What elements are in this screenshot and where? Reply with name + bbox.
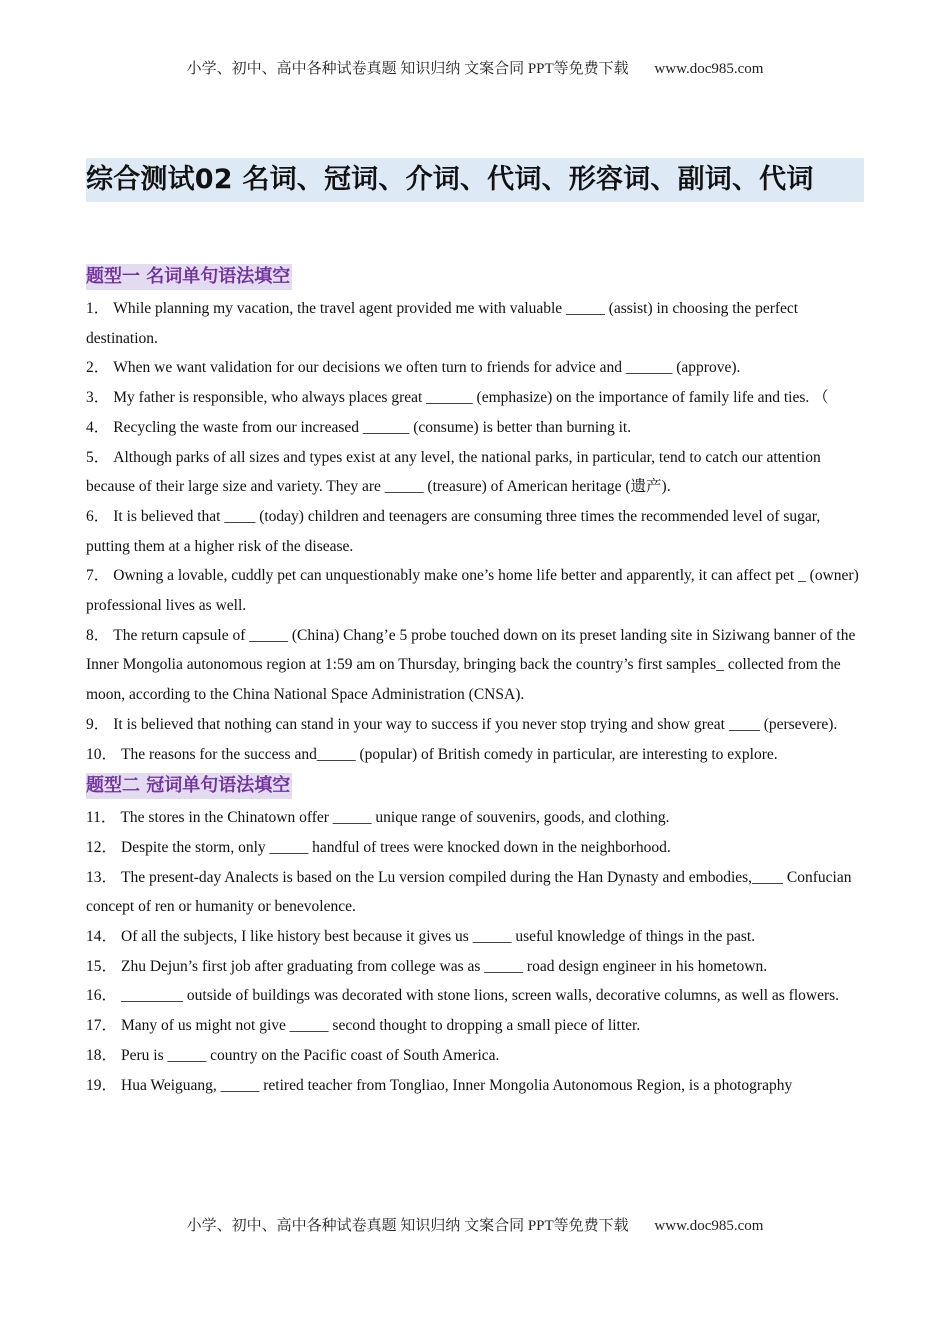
footer-site: www.doc985.com xyxy=(654,1218,764,1234)
question-number: 19． xyxy=(86,1076,118,1094)
question-item xyxy=(86,353,864,383)
question-text: It is believed that nothing can stand in your way to success if you never stop trying and show great ____ (persevere). xyxy=(113,715,838,733)
question-item xyxy=(86,443,864,502)
question-number: 15． xyxy=(86,957,118,975)
question-item xyxy=(86,863,864,922)
question-text: My father is responsible, who always places great ______ (emphasize) on the importance of family life and ties. （ xyxy=(113,389,829,407)
question-text: Hua Weiguang, _____ retired teacher from Tongliao, Inner Mongolia Autonomous Region, is a photography xyxy=(121,1076,793,1094)
question-item xyxy=(86,833,864,863)
question-text: It is believed that ____ (today) children and teenagers are consuming three times the recommended level of sugar, putting them at a higher risk of the disease. xyxy=(86,507,821,555)
question-text: Peru is _____ country on the Pacific coast of South America. xyxy=(121,1046,500,1064)
section-heading: 题型二 冠词单句语法填空 xyxy=(86,773,292,799)
question-number: 18． xyxy=(86,1046,118,1064)
question-item xyxy=(86,383,864,413)
section-2 xyxy=(86,771,864,1100)
question-number: 7． xyxy=(86,567,110,585)
question-item xyxy=(86,710,864,740)
question-item xyxy=(86,1011,864,1041)
section-heading: 题型一 名词单句语法填空 xyxy=(86,264,292,290)
question-text: Many of us might not give _____ second thought to dropping a small piece of litter. xyxy=(121,1017,641,1035)
question-number: 17． xyxy=(86,1017,118,1035)
question-text: The stores in the Chinatown offer _____ unique range of souvenirs, goods, and clothing. xyxy=(120,809,670,827)
question-number: 12． xyxy=(86,838,118,856)
question-number: 2． xyxy=(86,359,110,377)
question-number: 9． xyxy=(86,715,110,733)
document-title: 综合测试02 名词、冠词、介词、代词、形容词、副词、代词 xyxy=(86,158,864,202)
question-number: 4． xyxy=(86,418,110,436)
question-item xyxy=(86,952,864,982)
question-text: Although parks of all sizes and types exist at any level, the national parks, in particular, tend to catch our attention because of their large size and variety. They are _____ (treasure) of American heritage (遗产). xyxy=(86,448,821,496)
question-number: 5． xyxy=(86,448,110,466)
question-number: 8． xyxy=(86,626,110,644)
question-text: ________ outside of buildings was decorated with stone lions, screen walls, decorative columns, as well as flowers. xyxy=(121,987,840,1005)
question-text: Owning a lovable, cuddly pet can unquestionably make one’s home life better and apparently, it can affect pet _ (owner) professional lives as well. xyxy=(86,567,859,615)
header-text: 小学、初中、高中各种试卷真题 知识归纳 文案合同 PPT等免费下载 xyxy=(186,61,629,77)
footer-text: 小学、初中、高中各种试卷真题 知识归纳 文案合同 PPT等免费下载 xyxy=(186,1218,629,1234)
question-text: Zhu Dejun’s first job after graduating from college was as _____ road design engineer in his hometown. xyxy=(121,957,768,975)
header-site: www.doc985.com xyxy=(654,61,764,77)
question-text: When we want validation for our decisions we often turn to friends for advice and ______ (approve). xyxy=(113,359,741,377)
question-item xyxy=(86,981,864,1011)
question-content xyxy=(86,262,864,1102)
question-number: 16． xyxy=(86,987,118,1005)
page-header xyxy=(0,57,950,78)
question-text: The return capsule of _____ (China) Chang’e 5 probe touched down on its preset landing site in Siziwang banner of the Inner Mongolia autonomous region at 1:59 am on Thursday, bringing back the country’s first samples_ collected from the moon, according to the China National Space Administration (CNSA). xyxy=(86,626,856,704)
question-text: Of all the subjects, I like history best because it gives us _____ useful knowledge of things in the past. xyxy=(121,928,756,946)
question-text: Recycling the waste from our increased ______ (consume) is better than burning it. xyxy=(113,418,632,436)
question-number: 11． xyxy=(86,809,117,827)
question-text: Despite the storm, only _____ handful of trees were knocked down in the neighborhood. xyxy=(121,838,671,856)
question-text: While planning my vacation, the travel agent provided me with valuable _____ (assist) in choosing the perfect destination. xyxy=(86,300,799,347)
question-text: The present-day Analects is based on the Lu version compiled during the Han Dynasty and embodies,____ Confucian concept of ren or humanity or benevolence. xyxy=(86,868,852,916)
question-number: 1． xyxy=(86,300,110,317)
section-1 xyxy=(86,262,864,769)
question-item xyxy=(86,621,864,710)
question-number: 6． xyxy=(86,507,110,525)
question-number: 14． xyxy=(86,928,118,946)
question-item xyxy=(86,1071,864,1101)
question-item xyxy=(86,740,864,770)
question-item xyxy=(86,413,864,443)
question-item xyxy=(86,561,864,620)
question-text: The reasons for the success and_____ (popular) of British comedy in particular, are interesting to explore. xyxy=(121,745,778,763)
question-number: 3． xyxy=(86,389,110,407)
question-item xyxy=(86,502,864,561)
question-item xyxy=(86,1041,864,1071)
question-number: 13． xyxy=(86,868,118,886)
question-number: 10． xyxy=(86,745,118,763)
page-footer xyxy=(0,1214,950,1235)
question-item xyxy=(86,922,864,952)
question-item xyxy=(86,294,864,353)
question-item xyxy=(86,803,864,833)
